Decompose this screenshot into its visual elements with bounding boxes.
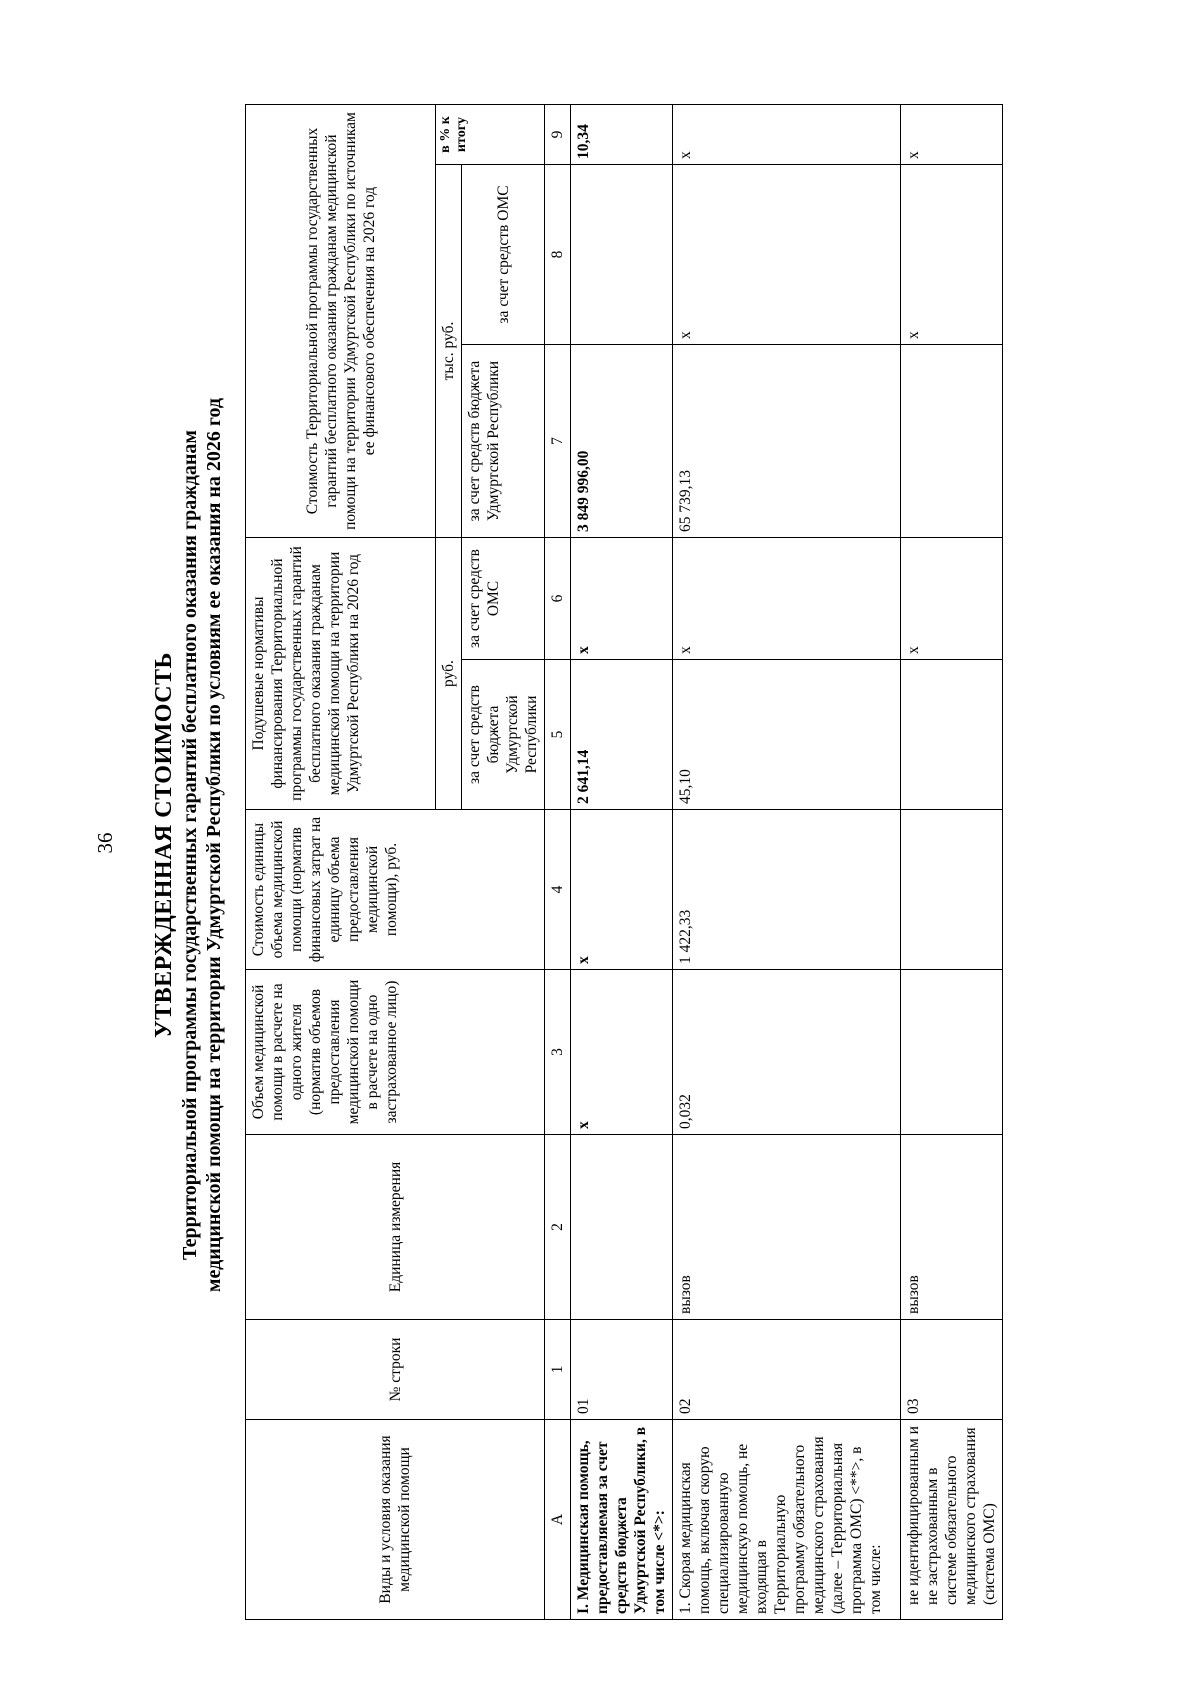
header-per-capita-budget: за счет средств бюджета Удмуртской Республики [462,660,545,810]
header-total-group: Стоимость Территориальной программы государственных гарантий бесплатного оказания гражданам медицинской помощи на территории Удмуртской Республики по источникам ее финансового обеспечения на 2026 год [246,105,436,538]
row-unit-cost [901,810,1003,970]
row-unit-cost: x [571,810,673,970]
row-total-oms: x [901,165,1003,345]
page-title: УТВЕРЖДЕННАЯ СТОИМОСТЬ [151,652,177,1038]
row-percent: x [901,105,1003,165]
column-number: 8 [545,165,571,345]
row-volume: 0,032 [673,970,901,1135]
row-percent: 10,34 [571,105,673,165]
column-number: А [545,1420,571,1620]
header-per-capita-group: Подушевые нормативы финансирования Территориальной программы государственных гарантий бесплатного оказания гражданам медицинской помощи на территории Удмуртской Республики на 2026 год [246,538,436,810]
column-number: 5 [545,660,571,810]
header-percent-total: в % к итогу [436,105,545,165]
column-number: 9 [545,105,571,165]
row-name: I. Медицинская помощь, предоставляемая за счет средств бюджета Удмуртской Республики, в том числе <*>: [571,1420,673,1620]
row-number: 02 [673,1320,901,1420]
row-per-capita-budget: 45,10 [673,660,901,810]
column-number: 6 [545,538,571,660]
column-numbers-row [545,105,571,1620]
header-per-capita-unit: руб. [436,538,462,810]
header-volume: Объем медицинской помощи в расчете на одного жителя (норматив объемов предоставления медицинской помощи в расчете на одно застрахованное лицо) [246,970,545,1135]
table-row [901,105,1003,1620]
header-per-capita-oms: за счет средств ОМС [462,538,545,660]
row-per-capita-oms: x [673,538,901,660]
row-per-capita-budget [901,660,1003,810]
row-unit [571,1135,673,1320]
row-name: 1. Скорая медицинская помощь, включая скорую специализированную медицинскую помощь, не входящая в Территориальную программу обязательного медицинского страхования (далее – Территориальная программа ОМС) <**>, в том числе: [673,1420,901,1620]
row-unit-cost: 1 422,33 [673,810,901,970]
rotated-page [150,65,1110,1625]
row-number: 03 [901,1320,1003,1420]
column-number: 4 [545,810,571,970]
header-unit-cost: Стоимость единицы объема медицинской помощи (норматив финансовых затрат на единицу объема предоставления медицинской помощи), руб. [246,810,545,970]
page-number: 36 [93,832,117,854]
subtitle-line-1: Территориальной программы государственных гарантий бесплатного оказания гражданам [179,430,201,1260]
row-total-oms: x [673,165,901,345]
column-number: 3 [545,970,571,1135]
row-unit: вызов [901,1135,1003,1320]
table-row [673,105,901,1620]
cost-table [245,104,1003,1620]
row-total-budget: 65 739,13 [673,345,901,538]
row-unit: вызов [673,1135,901,1320]
row-total-budget: 3 849 996,00 [571,345,673,538]
header-unit: Единица измерения [246,1135,545,1320]
title-block [150,65,226,1625]
row-total-oms [571,165,673,345]
row-percent: x [673,105,901,165]
row-per-capita-budget: 2 641,14 [571,660,673,810]
column-number: 2 [545,1135,571,1320]
header-total-oms: за счет средств ОМС [462,165,545,345]
subtitle-line-2: медицинской помощи на территории Удмуртской Республики по условиям ее оказания на 2026 год [203,397,225,1293]
row-name: не идентифицированным и не застрахованным в системе обязательного медицинского страхования (система ОМС) [901,1420,1003,1620]
row-total-budget [901,345,1003,538]
header-total-budget: за счет средств бюджета Удмуртской Республики [462,345,545,538]
row-per-capita-oms: x [901,538,1003,660]
row-per-capita-oms: x [571,538,673,660]
header-total-unit: тыс. руб. [436,165,462,538]
table-row [571,105,673,1620]
header-row-number: № строки [246,1320,545,1420]
row-number: 01 [571,1320,673,1420]
column-number: 1 [545,1320,571,1420]
header-services-type: Виды и условия оказания медицинской помощи [246,1420,545,1620]
column-number: 7 [545,345,571,538]
row-volume: x [571,970,673,1135]
row-volume [901,970,1003,1135]
